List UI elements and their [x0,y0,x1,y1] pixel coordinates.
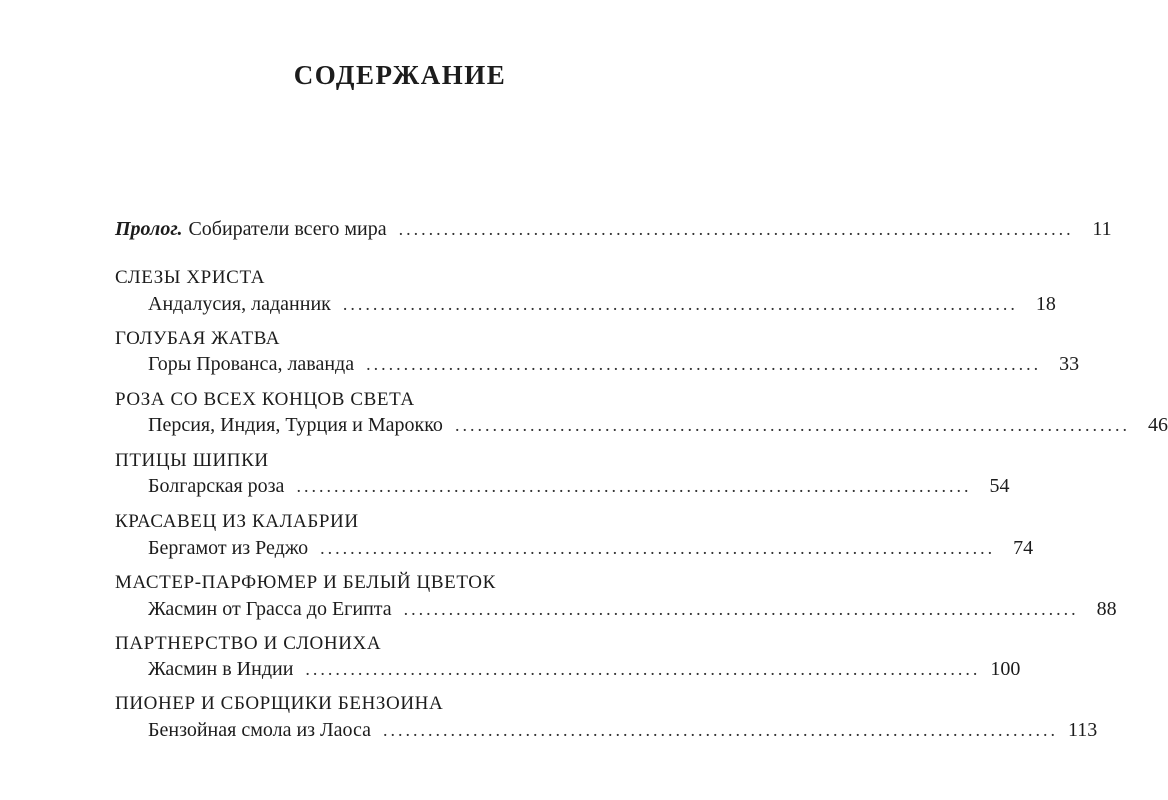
dot-leader: .......................................................................................... [342,294,1018,314]
dot-leader: .......................................................................................... [296,476,972,496]
chapter-title: ПАРТНЕРСТВО И СЛОНИХА [115,633,382,654]
chapter-title: ПИОНЕР И СБОРЩИКИ БЕНЗОИНА [115,693,444,714]
toc-entry [148,472,1010,500]
chapter-subtitle: Бергамот из Реджо [148,537,309,559]
chapter-subtitle: Болгарская роза [148,475,285,497]
dot-leader: .......................................................................................... [305,659,981,679]
dot-leader: .......................................................................................... [320,538,996,558]
page-number: 18 [1035,293,1056,315]
toc-entry [148,716,1098,744]
page-number: 33 [1059,353,1080,375]
toc-entry [148,350,1080,378]
page-title: СОДЕРЖАНИЕ [293,60,507,90]
toc-entry [148,411,1168,439]
chapter-title: ГОЛУБАЯ ЖАТВА [115,328,281,349]
page-number: 54 [989,475,1010,497]
dot-leader: .......................................................................................... [366,354,1042,374]
dot-leader: .......................................................................................... [398,219,1074,239]
toc-entry [148,655,1021,683]
toc-entry [148,595,1117,623]
chapter-subtitle: Жасмин в Индии [148,658,294,680]
toc-entry [148,534,1034,562]
dot-leader: .......................................................................................... [454,415,1130,435]
page-number: 88 [1096,598,1117,620]
prolog-title: Собиратели всего мира [188,218,387,240]
dot-leader: .......................................................................................... [403,599,1079,619]
page-number: 11 [1092,218,1112,240]
chapter-title: СЛЕЗЫ ХРИСТА [115,267,266,288]
chapter-title: РОЗА СО ВСЕХ КОНЦОВ СВЕТА [115,389,415,410]
dot-leader: .......................................................................................... [383,720,1058,740]
chapter-subtitle: Бензойная смола из Лаоса [148,719,371,741]
page-number: 46 [1147,414,1168,436]
chapter-subtitle: Горы Прованса, лаванда [148,353,355,375]
chapter-subtitle: Андалусия, ладанник [148,293,331,315]
prolog-label: Пролог. [115,218,183,240]
chapter-title: КРАСАВЕЦ ИЗ КАЛАБРИИ [115,511,359,532]
chapter-subtitle: Жасмин от Грасса до Египта [148,598,392,620]
toc-entry [148,290,1056,318]
chapter-subtitle: Персия, Индия, Турция и Марокко [148,414,443,436]
toc-entry-prolog [115,215,1112,243]
page-number: 74 [1013,537,1034,559]
chapter-title: ПТИЦЫ ШИПКИ [115,450,269,471]
page-number: 100 [990,658,1021,680]
page-number: 113 [1068,719,1098,741]
chapter-title: МАСТЕР-ПАРФЮМЕР И БЕЛЫЙ ЦВЕТОК [115,572,496,593]
